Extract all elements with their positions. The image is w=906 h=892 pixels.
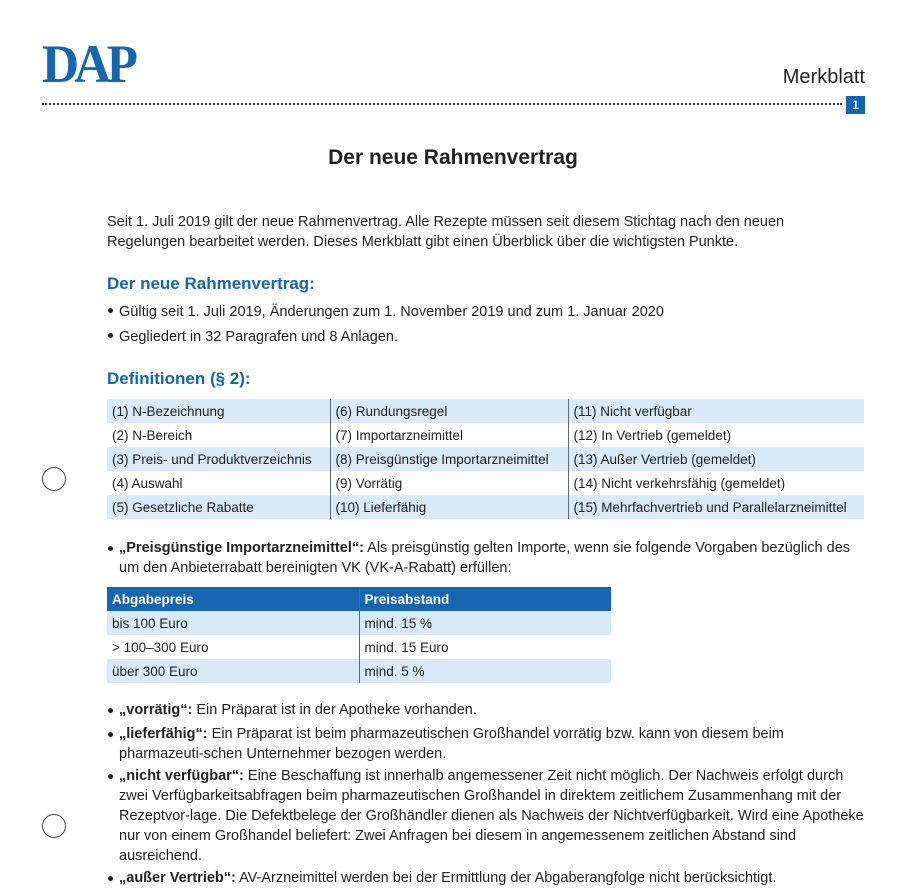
rahmenvertrag-bullet-list (107, 300, 664, 350)
term-description: Ein Präparat ist in der Apotheke vorhanden. (192, 702, 477, 718)
term-label: „Preisgünstige Importarzneimittel“: (119, 540, 364, 556)
punch-hole-mark (42, 814, 66, 838)
list-item: Gültig seit 1. Juli 2019, Änderungen zum 1. November 2019 und zum 1. Januar 2020 (107, 300, 664, 325)
table-header-row (107, 587, 611, 611)
table-row (107, 611, 611, 635)
list-item (107, 868, 867, 888)
list-item: Gegliedert in 32 Paragrafen und 8 Anlagen. (107, 325, 664, 350)
table-cell: (1) N-Bezeichnung (107, 399, 330, 423)
page-number-badge: 1 (846, 96, 865, 114)
table-row (107, 447, 864, 471)
table-cell: > 100–300 Euro (107, 635, 359, 659)
term-label: „vorrätig“: (119, 702, 193, 718)
term-label: „lieferfähig“: (119, 726, 208, 742)
punch-hole-mark (42, 467, 66, 491)
table-cell: (3) Preis- und Produktverzeichnis (107, 447, 330, 471)
table-row (107, 659, 611, 683)
section-heading-definitionen: Definitionen (§ 2): (107, 369, 251, 388)
table-cell: mind. 5 % (359, 659, 611, 683)
table-cell: (12) In Vertrieb (gemeldet) (568, 423, 864, 447)
column-header: Abgabepreis (107, 587, 359, 611)
table-cell: mind. 15 % (359, 611, 611, 635)
table-cell: (10) Lieferfähig (330, 495, 568, 519)
table-cell: (13) Außer Vertrieb (gemeldet) (568, 447, 864, 471)
table-row (107, 471, 864, 495)
term-description: Ein Präparat ist beim pharmazeutischen Großhandel vorrätig bzw. kann von diesem beim pharmazeuti-schen Unternehmer bezogen werden. (119, 726, 784, 762)
header-divider (42, 103, 842, 105)
table-row (107, 399, 864, 423)
section-heading-rahmenvertrag: Der neue Rahmenvertrag: (107, 274, 315, 293)
list-item (107, 766, 867, 866)
table-cell: (2) N-Bereich (107, 423, 330, 447)
price-gap-table (107, 587, 611, 683)
definitions-table (107, 399, 864, 519)
document-type-label: Merkblatt (782, 66, 865, 88)
table-cell: (6) Rundungsregel (330, 399, 568, 423)
term-label: „außer Vertrieb“: (119, 870, 236, 886)
list-item (107, 724, 867, 764)
term-label: „nicht verfügbar“: (119, 768, 244, 784)
dap-logo: DAP (42, 34, 134, 94)
table-cell: bis 100 Euro (107, 611, 359, 635)
table-cell: (8) Preisgünstige Importarzneimittel (330, 447, 568, 471)
intro-paragraph: Seit 1. Juli 2019 gilt der neue Rahmenvertrag. Alle Rezepte müssen seit diesem Stichtag nach den neuen Regelungen bearbeitet werden. Dieses Merkblatt gibt einen Überblick über die wichtigsten Punkte. (107, 214, 785, 250)
table-cell: mind. 15 Euro (359, 635, 611, 659)
table-cell: (11) Nicht verfügbar (568, 399, 864, 423)
table-cell: (5) Gesetzliche Rabatte (107, 495, 330, 519)
import-bullet-list (107, 538, 867, 578)
table-row (107, 423, 864, 447)
list-item (107, 700, 867, 720)
table-cell: (9) Vorrätig (330, 471, 568, 495)
term-description: Eine Beschaffung ist innerhalb angemessener Zeit nicht möglich. Der Nachweis erfolgt durch zwei Verfügbarkeitsabfragen beim pharmazeutischen Großhandel in direktem zeitlichem Zusammenhang mit der Rezeptvor-lage. Die Defektbelege der Großhändler dienen als Nachweis der Nichtverfügbarkeit. Wird eine Apotheke nur von einem Großhandel beliefert: Zwei Anfragen bei diesem in angemessenem zeitlichen Abstand sind ausreichend. (119, 768, 864, 864)
page-title: Der neue Rahmenvertrag (328, 146, 578, 169)
table-row (107, 635, 611, 659)
table-cell: (7) Importarzneimittel (330, 423, 568, 447)
table-cell: über 300 Euro (107, 659, 359, 683)
list-item (107, 538, 867, 578)
column-header: Preisabstand (359, 587, 611, 611)
table-cell: (4) Auswahl (107, 471, 330, 495)
table-cell: (15) Mehrfachvertrieb und Parallelarzneimittel (568, 495, 864, 519)
term-description: Als preisgünstig gelten Importe, wenn sie folgende Vorgaben bezüglich des um den Anbieterrabatt bereinigten VK (VK-A-Rabatt) erfüllen: (119, 540, 851, 576)
table-cell: (14) Nicht verkehrsfähig (gemeldet) (568, 471, 864, 495)
table-row (107, 495, 864, 519)
term-description: AV-Arzneimittel werden bei der Ermittlung der Abgaberangfolge nicht berücksichtigt. (235, 870, 777, 886)
terms-bullet-list (107, 700, 867, 892)
